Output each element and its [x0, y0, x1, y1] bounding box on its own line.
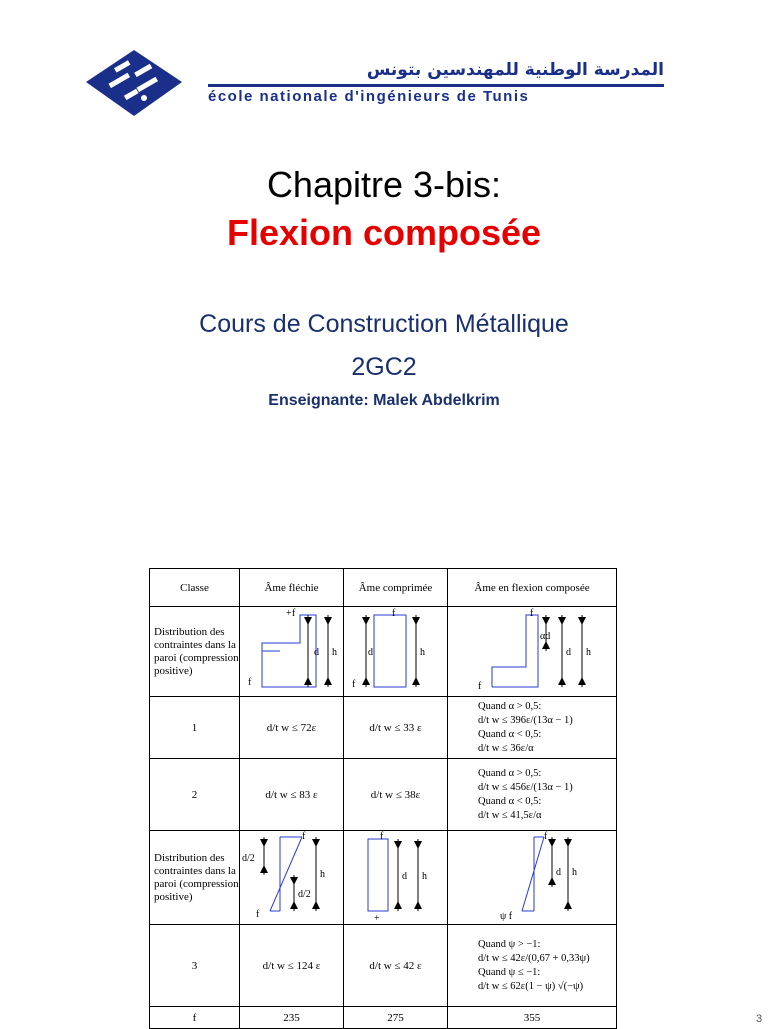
condition-line: Quand α < 0,5: — [478, 795, 542, 807]
class-cell: 1 — [150, 697, 240, 759]
fy-label: f — [256, 909, 260, 920]
fy-label: f — [392, 608, 396, 619]
bending-limit: d/t w ≤ 124 ε — [240, 925, 344, 1007]
compression-limit: d/t w ≤ 42 ε — [344, 925, 448, 1007]
d-label: d — [368, 647, 373, 658]
compression-diagram — [344, 607, 448, 697]
h-label: h — [572, 867, 577, 878]
fy-label: f — [478, 681, 482, 692]
teacher-name: Enseignante: Malek Abdelkrim — [268, 392, 500, 409]
header-rule — [208, 84, 664, 87]
d-label: d — [566, 647, 571, 658]
psi-fy-label: ψ f — [500, 911, 513, 921]
fy-label: f — [352, 679, 356, 690]
combined-limit — [448, 697, 617, 759]
school-name-arabic: المدرسة الوطنية للمهندسين بتونس — [366, 60, 664, 80]
d-label: d — [556, 867, 561, 878]
compression-diagram-class3 — [344, 831, 448, 925]
fy-label: f — [248, 677, 252, 688]
bending-diagram — [240, 607, 344, 697]
condition-line: d/t w ≤ 396ε/(13α − 1) — [478, 714, 573, 726]
d-label: d — [314, 647, 319, 658]
condition-line: d/t w ≤ 62ε(1 − ψ) √(−ψ) — [478, 980, 584, 992]
chapter-title: Chapitre 3-bis: — [266, 164, 502, 205]
compression-limit: d/t w ≤ 38ε — [344, 759, 448, 831]
fy-label: f — [292, 608, 296, 619]
condition-line: Quand α > 0,5: — [478, 700, 542, 712]
steel-grade-235: 235 — [240, 1007, 344, 1029]
condition-line: Quand ψ ≤ −1: — [478, 966, 541, 978]
fy-label: f — [544, 831, 548, 842]
course-level: 2GC2 — [351, 353, 417, 381]
header-bending: Âme fléchie — [240, 569, 344, 607]
steel-grade-355: 355 — [448, 1007, 617, 1029]
classes-table-wrap — [149, 568, 616, 1024]
page-number: 3 — [756, 1013, 763, 1025]
section-classes-table — [149, 568, 617, 1029]
table-row — [150, 607, 617, 697]
bending-diagram-class3 — [240, 831, 344, 925]
condition-line: Quand α < 0,5: — [478, 728, 542, 740]
h-label: h — [422, 871, 427, 882]
d-half-label: d/2 — [242, 853, 255, 864]
combined-limit — [448, 759, 617, 831]
condition-line: d/t w ≤ 456ε/(13α − 1) — [478, 781, 573, 793]
condition-line: Quand α > 0,5: — [478, 767, 542, 779]
h-label: h — [332, 647, 337, 658]
table-header-row — [150, 569, 617, 607]
d-half-label: d/2 — [298, 889, 311, 900]
h-label: h — [420, 647, 425, 658]
plus-label: + — [374, 913, 380, 921]
combined-limit — [448, 925, 617, 1007]
fy-label: f — [302, 831, 306, 842]
table-row — [150, 697, 617, 759]
distribution-label: Distribution des contraintes dans la paroi (compression positive) — [150, 607, 240, 697]
combined-diagram-class3 — [448, 831, 617, 925]
bending-limit: d/t w ≤ 83 ε — [240, 759, 344, 831]
fy-cell: f — [150, 1007, 240, 1029]
distribution-label: Distribution des contraintes dans la paroi (compression positive) — [150, 831, 240, 925]
h-label: h — [320, 869, 325, 880]
class-cell: 3 — [150, 925, 240, 1007]
alpha-d-label: αd — [540, 631, 551, 642]
class-cell: 2 — [150, 759, 240, 831]
school-name-french: école nationale d'ingénieurs de Tunis — [208, 88, 530, 105]
fy-label: f — [380, 831, 384, 842]
condition-line: d/t w ≤ 36ε/α — [478, 742, 534, 754]
table-row — [150, 759, 617, 831]
plus-label: + — [286, 608, 292, 619]
h-label: h — [586, 647, 591, 658]
table-row — [150, 925, 617, 1007]
condition-line: Quand ψ > −1: — [478, 938, 541, 950]
condition-line: d/t w ≤ 42ε/(0,67 + 0,33ψ) — [478, 952, 590, 964]
d-label: d — [402, 871, 407, 882]
bending-limit: d/t w ≤ 72ε — [240, 697, 344, 759]
table-row — [150, 831, 617, 925]
header-combined: Âme en flexion composée — [448, 569, 617, 607]
enit-logo — [84, 48, 184, 118]
header-class: Classe — [150, 569, 240, 607]
steel-grade-275: 275 — [344, 1007, 448, 1029]
course-name: Cours de Construction Métallique — [199, 310, 569, 338]
table-row-partial — [150, 1007, 617, 1029]
fy-label: f — [530, 608, 534, 619]
compression-limit: d/t w ≤ 33 ε — [344, 697, 448, 759]
combined-diagram — [448, 607, 617, 697]
condition-line: d/t w ≤ 41,5ε/α — [478, 809, 542, 821]
subject-title: Flexion composée — [226, 212, 542, 253]
header-compression: Âme comprimée — [344, 569, 448, 607]
